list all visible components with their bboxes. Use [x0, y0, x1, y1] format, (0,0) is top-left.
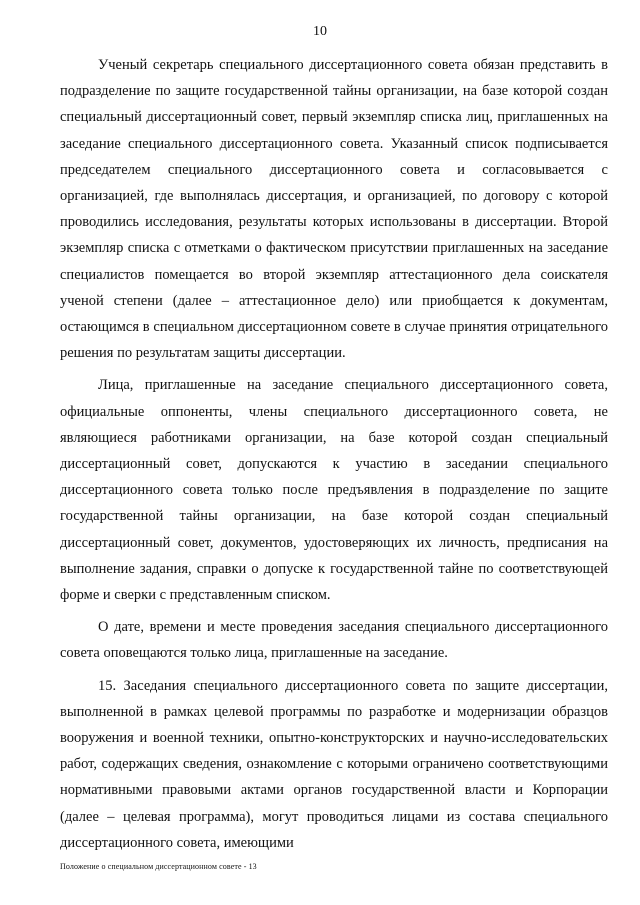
- page-number: 10: [313, 24, 327, 39]
- page-footer: Положение о специальном диссертационном совете - 13: [60, 862, 257, 871]
- paragraph-secretary-list: Ученый секретарь специального диссертационного совета обязан представить в подразделение по защите государственной тайны организации, на базе которой создан специальный диссертационный совет, первый экземпляр списка лиц, приглашенных на заседание специального диссертационного совета. Указанный список подписывается председателем специального диссертационного совета и согласовывается с организацией, где выполнялась диссертация, и организацией, по договору с которой проводились исследования, результаты которых использованы в диссертации. Второй экземпляр списка с отметками о фактическом присутствии приглашенных на заседание специалистов помещается во второй экземпляр аттестационного дела соискателя ученой степени (далее – аттестационное дело) или приобщается к документам, остающимся в специальном диссертационном совете в случае принятия отрицательного решения по результатам защиты диссертации.: [60, 57, 608, 362]
- paragraph-item-15: 15. Заседания специального диссертационного совета по защите диссертации, выполненной в рамках целевой программы по разработке и модернизации образцов вооружения и военной техники, опытно-конструкторских и научно-исследовательских работ, содержащих сведения, ознакомление с которыми ограничено соответствующими нормативными правовыми актами органов государственной власти и Корпорации (далее – целевая программа), могут проводиться лицами из состава специального диссертационного совета, имеющими: [60, 677, 608, 851]
- paragraph-admission: Лица, приглашенные на заседание специального диссертационного совета, официальные оппоненты, члены специального диссертационного совета, не являющиеся работниками организации, на базе которой создан специальный диссертационный совет, допускаются к участию в заседании специального диссертационного совета только после предъявления в подразделение по защите государственной тайны организации, на базе которой создан специальный диссертационный совет, документов, удостоверяющих их личность, предписания на выполнение задания, справки о допуске к государственной тайне по соответствующей форме и сверки с представленным списком.: [60, 377, 608, 604]
- paragraph-notification: О дате, времени и месте проведения заседания специального диссертационного совета оповещаются только лица, приглашенные на заседание.: [60, 619, 608, 662]
- body-text: [60, 52, 608, 856]
